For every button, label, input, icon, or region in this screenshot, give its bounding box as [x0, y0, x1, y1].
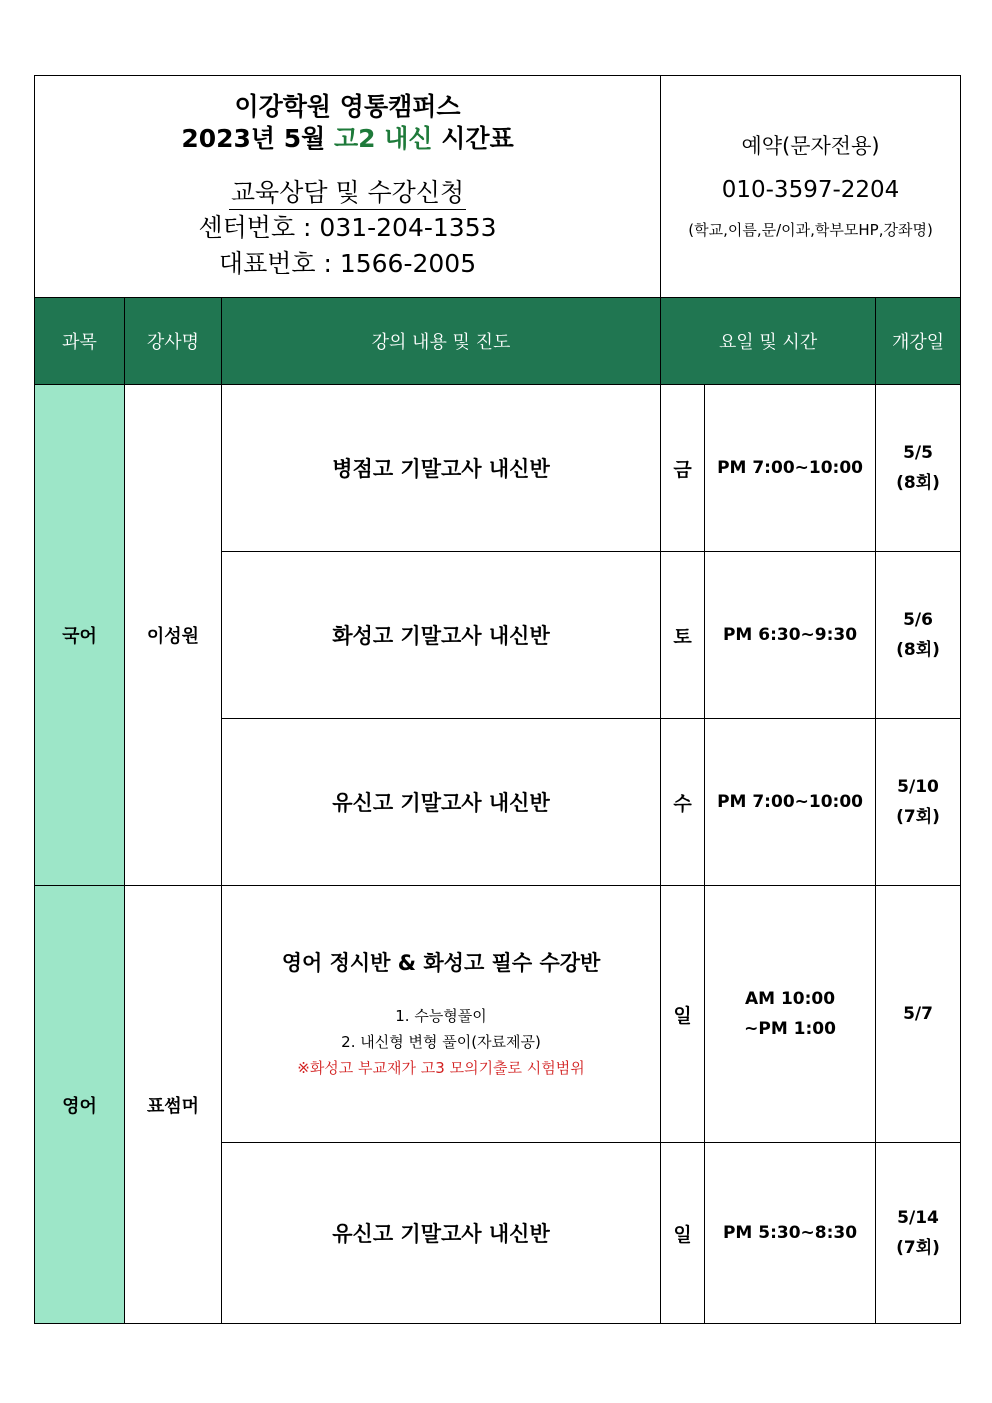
course-note: 2. 내신형 변형 풀이(자료제공)	[341, 1033, 541, 1051]
course-cell	[222, 886, 661, 1143]
course-cell	[222, 1143, 661, 1324]
time-cell: PM 5:30~8:30	[705, 1143, 876, 1324]
course-title: 유신고 기말고사 내신반	[332, 791, 550, 815]
session-count: (7회)	[896, 1238, 940, 1258]
academy-title: 이강학원 영통캠퍼스	[234, 92, 461, 121]
course-note: 1. 수능형풀이	[395, 1007, 487, 1025]
time-end: ~PM 1:00	[744, 1019, 836, 1039]
time-cell: PM 7:00~10:00	[705, 719, 876, 886]
reservation-label: 예약(문자전용)	[741, 133, 880, 158]
course-notes	[222, 1003, 660, 1081]
timetable	[34, 75, 961, 1324]
session-count: (8회)	[896, 640, 940, 660]
center-phone: 센터번호 : 031-204-1353	[198, 213, 497, 242]
col-subject: 과목	[35, 298, 125, 385]
col-course: 강의 내용 및 진도	[222, 298, 661, 385]
course-title: 유신고 기말고사 내신반	[332, 1222, 550, 1246]
session-count: (8회)	[896, 473, 940, 493]
day-cell: 일	[661, 1143, 705, 1324]
open-date-cell	[876, 552, 961, 719]
schedule-title	[35, 123, 660, 155]
course-title: 화성고 기말고사 내신반	[332, 624, 550, 648]
open-date: 5/6	[903, 610, 933, 630]
reservation-note: (학교,이름,문/이과,학부모HP,강좌명)	[688, 220, 933, 239]
day-cell: 일	[661, 886, 705, 1143]
reservation-info	[661, 76, 961, 298]
open-date-cell	[876, 886, 961, 1143]
open-date: 5/10	[897, 777, 939, 797]
day-cell: 토	[661, 552, 705, 719]
subject-cell: 영어	[35, 886, 125, 1324]
teacher-cell: 표썸머	[125, 886, 222, 1324]
col-open-date: 개강일	[876, 298, 961, 385]
open-date-cell	[876, 1143, 961, 1324]
day-cell: 수	[661, 719, 705, 886]
time-cell: PM 7:00~10:00	[705, 385, 876, 552]
col-teacher: 강사명	[125, 298, 222, 385]
open-date-cell	[876, 385, 961, 552]
course-cell	[222, 385, 661, 552]
time-cell: PM 6:30~9:30	[705, 552, 876, 719]
course-title: 병점고 기말고사 내신반	[332, 457, 550, 481]
day-cell: 금	[661, 385, 705, 552]
schedule-title-date: 2023년 5월	[181, 124, 334, 153]
reservation-phone: 010-3597-2204	[721, 176, 900, 203]
column-header-row	[35, 298, 961, 385]
col-day-time: 요일 및 시간	[661, 298, 876, 385]
header-info	[35, 76, 661, 298]
table-row	[35, 385, 961, 552]
consult-label: 교육상담 및 수강신청	[229, 177, 466, 210]
schedule-title-accent: 고2 내신	[334, 124, 433, 153]
open-date: 5/7	[903, 1004, 933, 1024]
course-cell	[222, 552, 661, 719]
session-count: (7회)	[896, 807, 940, 827]
time-start: AM 10:00	[744, 989, 836, 1009]
time-cell	[705, 886, 876, 1143]
course-title: 영어 정시반 & 화성고 필수 수강반	[281, 951, 601, 975]
subject-cell: 국어	[35, 385, 125, 886]
open-date-cell	[876, 719, 961, 886]
open-date: 5/5	[903, 443, 933, 463]
open-date: 5/14	[897, 1208, 939, 1228]
table-row	[35, 886, 961, 1143]
course-cell	[222, 719, 661, 886]
main-phone: 대표번호 : 1566-2005	[218, 249, 477, 278]
course-warning: ※화성고 부교재가 고3 모의기출로 시험범위	[297, 1059, 585, 1077]
teacher-cell: 이성원	[125, 385, 222, 886]
schedule-title-suffix: 시간표	[432, 124, 514, 153]
